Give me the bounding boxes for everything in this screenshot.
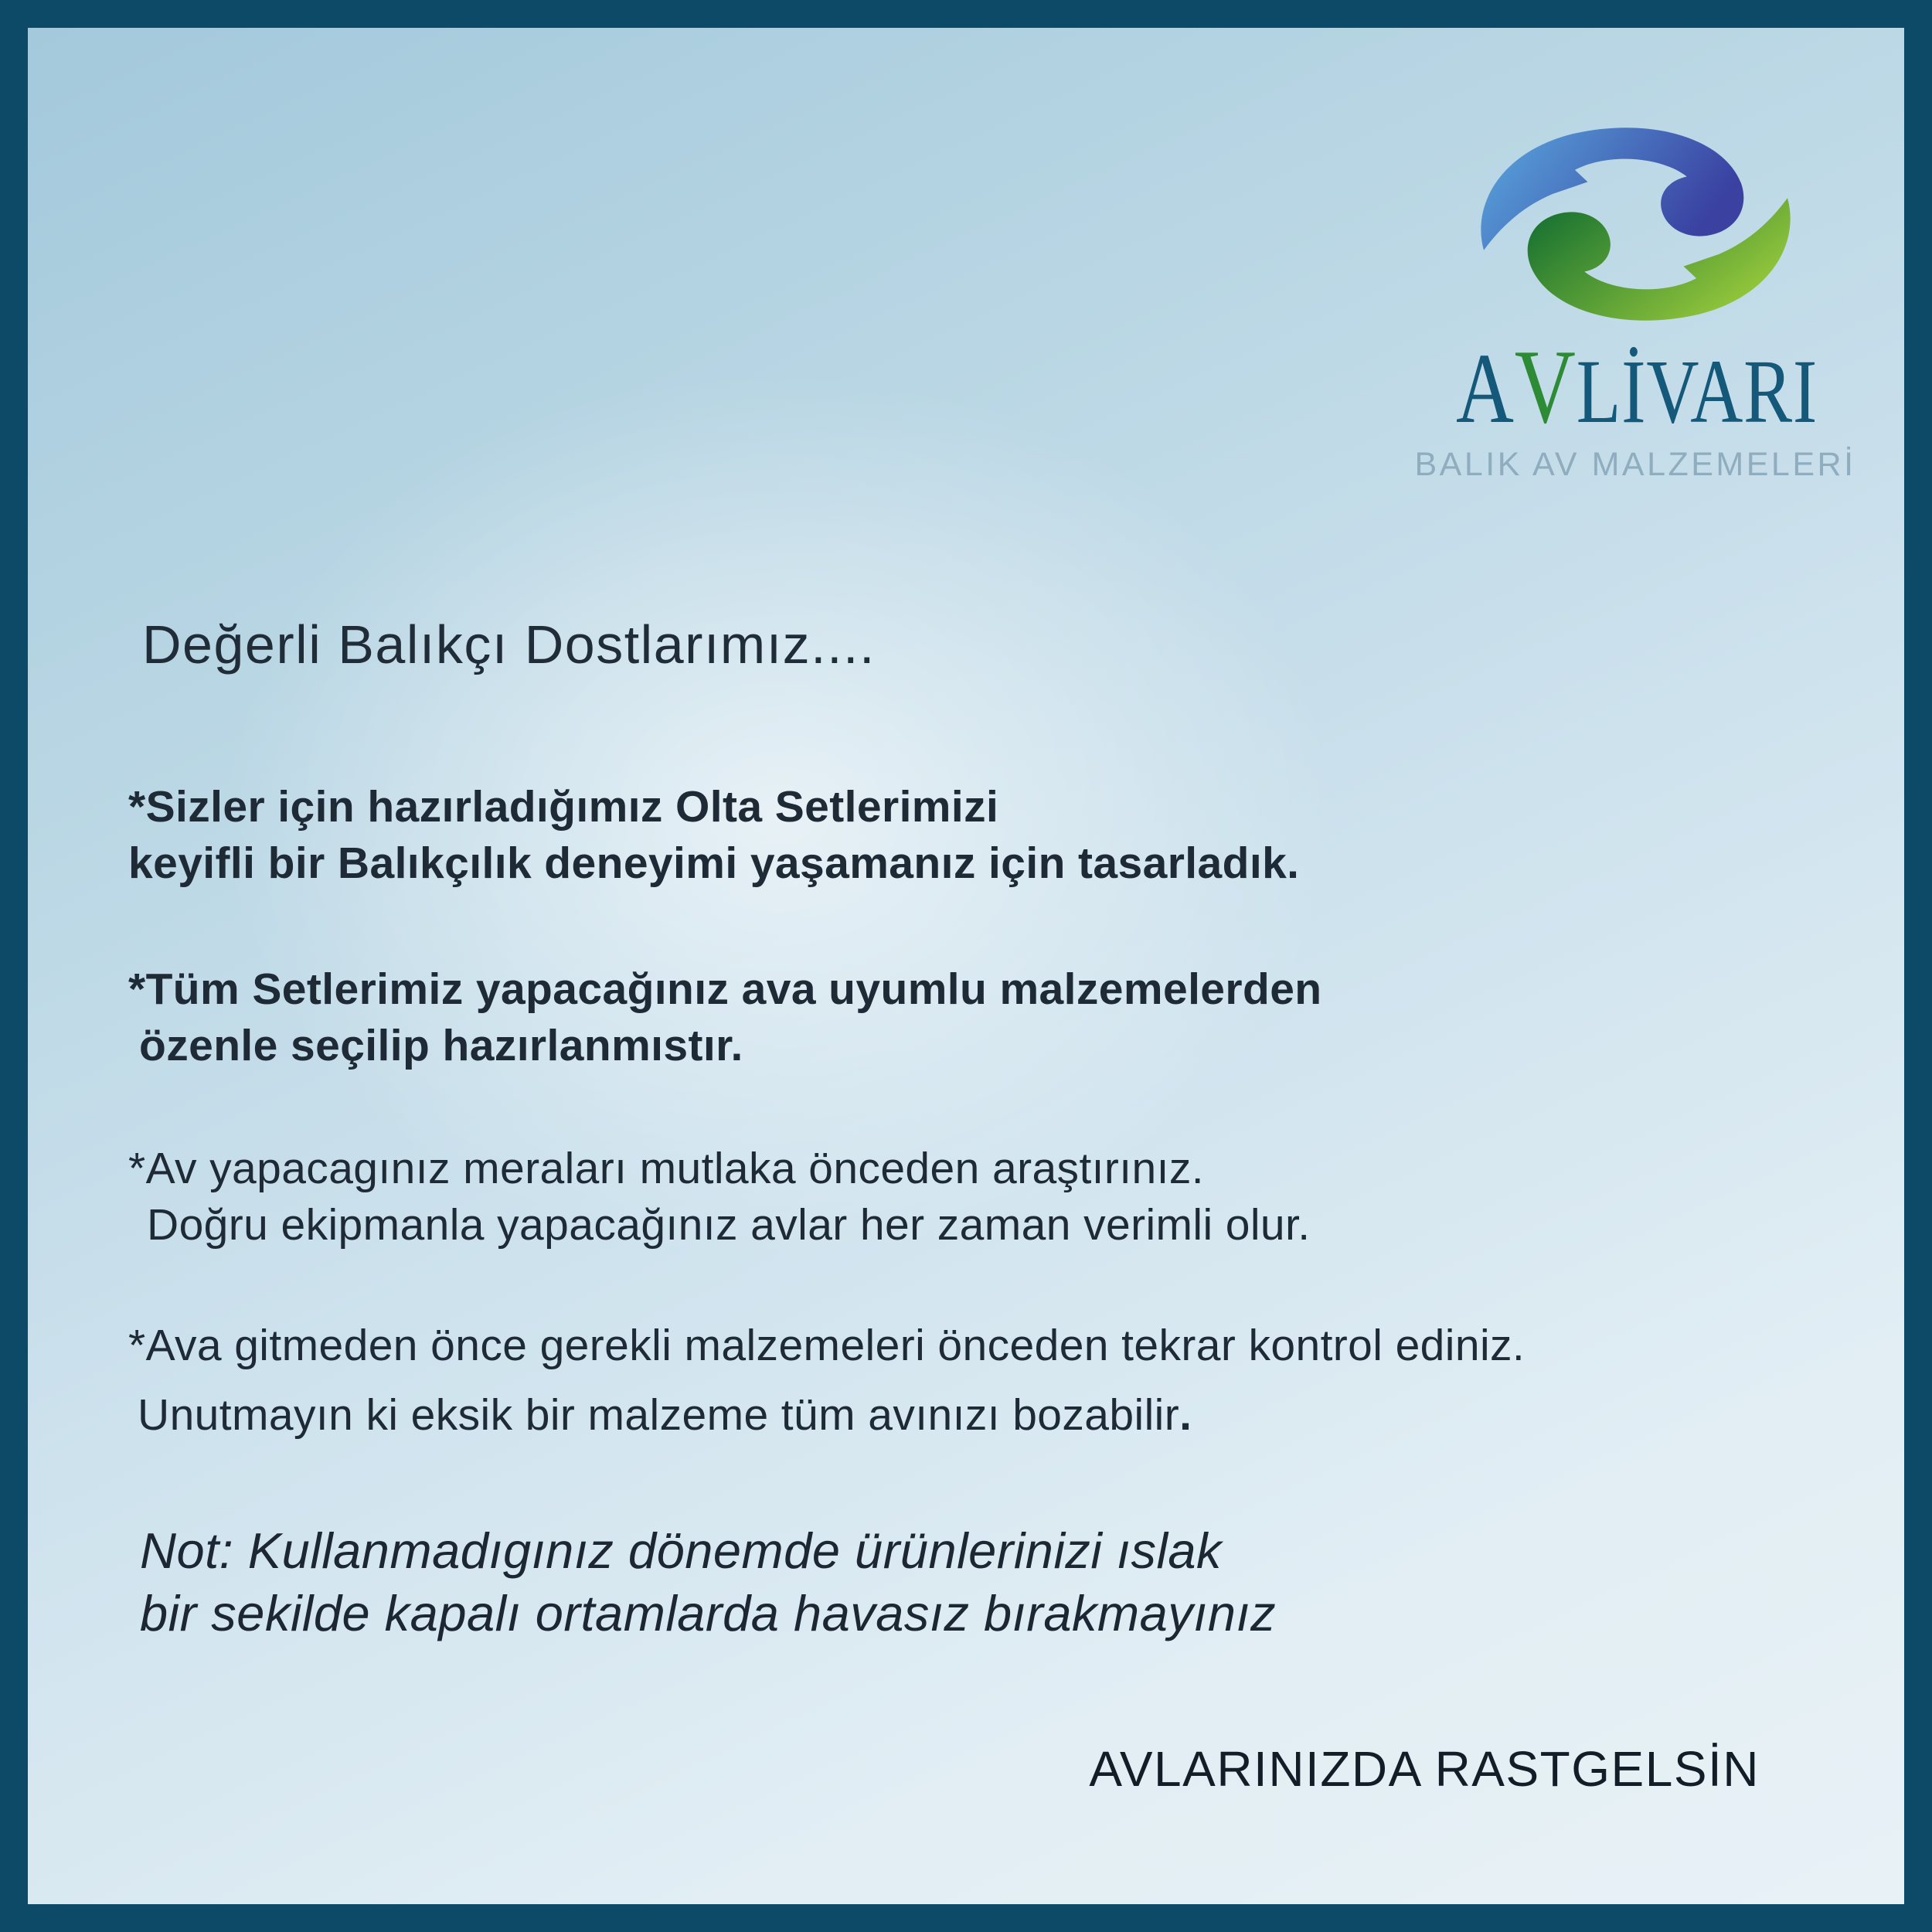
paragraph-line: keyifli bir Balıkçılık deneyimi yaşamanız için tasarladık. (128, 838, 1300, 888)
note-text (140, 1519, 1276, 1645)
wordmark-letter-a: A (1456, 333, 1515, 444)
wave-logo-icon (1460, 119, 1811, 329)
paragraph-mera-arastirma (128, 1141, 1311, 1253)
greeting-text: Değerli Balıkçı Dostlarımız.... (142, 614, 876, 675)
paragraph-line: *Ava gitmeden önce gerekli malzemeleri önceden tekrar kontrol ediniz. (128, 1321, 1526, 1370)
paragraph-kontrol (128, 1311, 1525, 1450)
paragraph-line: *Sizler için hazırladığımız Olta Setlerimizi (128, 782, 999, 832)
wordmark-letter-v: V (1514, 328, 1577, 445)
paragraph-line: Doğru ekipmanla yapacağınız avlar her zaman verimli olur. (147, 1200, 1311, 1250)
brand-subtitle: BALIK AV MALZEMELERİ (1414, 446, 1856, 483)
paragraph-line: *Tüm Setlerimiz yapacağınız ava uyumlu malzemelerden (128, 964, 1322, 1014)
paragraph-line: *Av yapacagınız meraları mutlaka önceden araştırınız. (128, 1144, 1205, 1193)
bold-period: . (1179, 1390, 1192, 1440)
paragraph-setler-malzeme (128, 961, 1322, 1074)
paragraph-olta-setleri (128, 779, 1299, 892)
brand-logo (1411, 119, 1859, 484)
brand-wordmark (1456, 328, 1818, 445)
note-line: bir sekilde kapalı ortamlarda havasız bırakmayınız (140, 1585, 1277, 1641)
paragraph-line-text: Unutmayın ki eksik bir malzeme tüm avınızı bozabilir (138, 1390, 1180, 1440)
blue-wave-icon (1481, 128, 1743, 250)
paragraph-line: özenle seçilip hazırlanmıstır. (139, 1021, 743, 1070)
wordmark-rest: LİVARI (1576, 341, 1818, 442)
note-line: Not: Kullanmadıgınız dönemde ürünlerinizi ıslak (140, 1522, 1223, 1579)
farewell-text: AVLARINIZDA RASTGELSİN (1089, 1741, 1760, 1797)
paragraph-line (128, 1380, 1525, 1450)
green-wave-icon (1527, 198, 1790, 321)
